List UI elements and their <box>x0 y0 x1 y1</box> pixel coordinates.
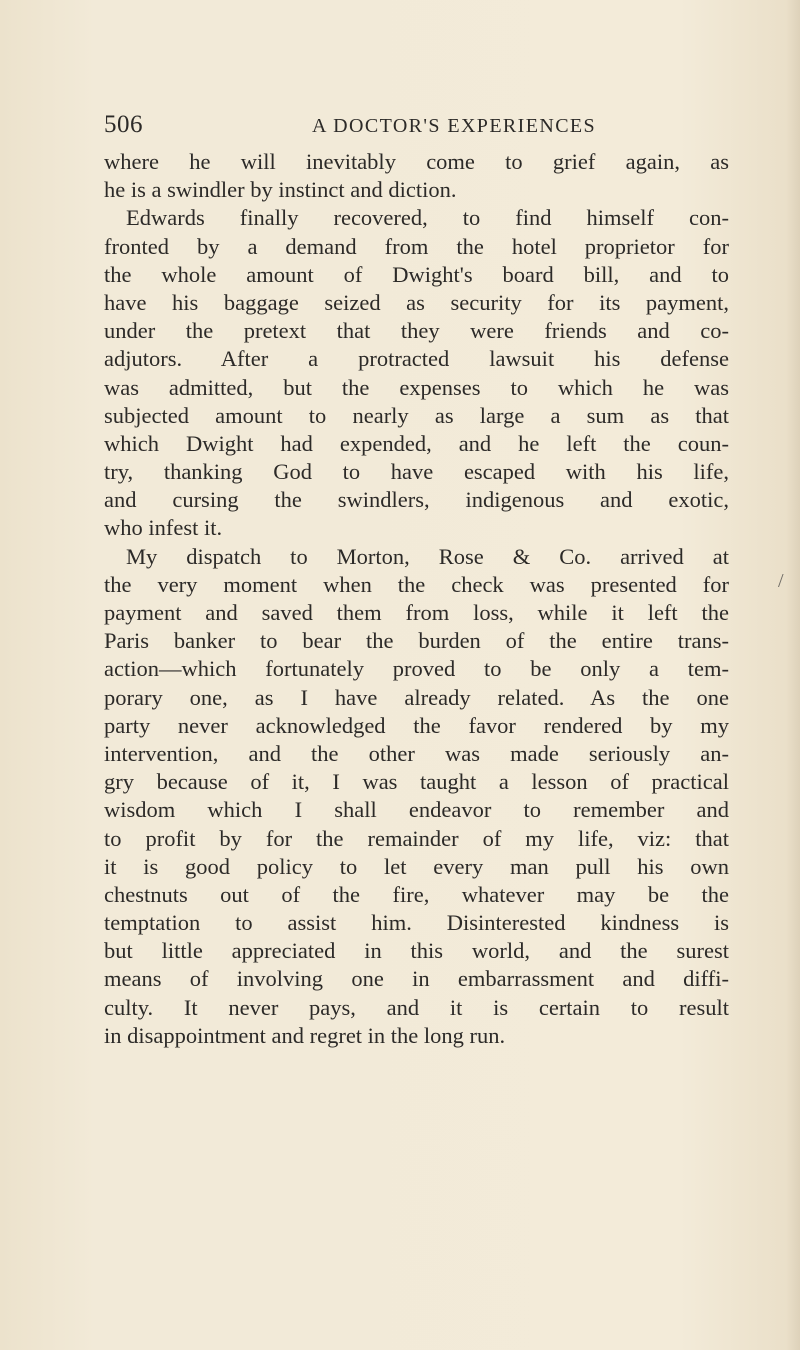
text-line: payment and saved them from loss, while it left the <box>104 600 729 625</box>
text-line: My dispatch to Morton, Rose & Co. arrived at <box>126 543 729 569</box>
margin-mark: / <box>778 570 784 592</box>
text-line: under the pretext that they were friends and co- <box>104 318 729 344</box>
text-line: the very moment when the check was presented for <box>104 571 729 597</box>
text-line: culty. It never pays, and it is certain to result <box>104 994 729 1020</box>
running-head: A DOCTOR'S EXPERIENCES <box>312 115 597 137</box>
text-line: but little appreciated in this world, and the surest <box>104 938 729 964</box>
text-line: who infest it. <box>104 515 223 541</box>
text-line: Paris banker to bear the burden of the entire trans- <box>104 628 729 654</box>
text-line: and cursing the swindlers, indigenous and exotic, <box>104 487 729 513</box>
text-line: subjected amount to nearly as large a sum as that <box>104 402 729 428</box>
text-line: means of involving one in embarrassment and diffi- <box>104 966 729 992</box>
text-line: gry because of it, I was taught a lesson of practical <box>104 769 729 795</box>
text-line: action—which fortunately proved to be only a tem- <box>104 656 729 682</box>
text-line: it is good policy to let every man pull his own <box>104 853 729 879</box>
text-line: in disappointment and regret in the long run. <box>104 1022 506 1048</box>
text-line: have his baggage seized as security for its payment, <box>104 289 729 315</box>
page-header <box>104 111 734 151</box>
text-line: try, thanking God to have escaped with his life, <box>104 459 729 485</box>
text-line: chestnuts out of the fire, whatever may be the <box>104 881 729 907</box>
text-line: where he will inevitably come to grief again, as <box>104 149 729 174</box>
body-text <box>104 148 729 1050</box>
text-line: porary one, as I have already related. As the one <box>104 684 729 710</box>
page-number: 506 <box>104 111 143 138</box>
text-line: intervention, and the other was made seriously an- <box>104 740 729 766</box>
text-line: he is a swindler by instinct and diction. <box>104 177 457 203</box>
text-line: the whole amount of Dwight's board bill, and to <box>104 261 729 287</box>
text-line: which Dwight had expended, and he left the coun- <box>104 430 729 456</box>
page-edge-shadow <box>786 0 800 1350</box>
text-line: temptation to assist him. Disinterested kindness is <box>104 910 729 936</box>
text-line: to profit by for the remainder of my life, viz: that <box>104 825 729 851</box>
text-line: party never acknowledged the favor rendered by my <box>104 712 729 738</box>
text-line: fronted by a demand from the hotel proprietor for <box>104 233 729 259</box>
text-line: was admitted, but the expenses to which he was <box>104 374 729 400</box>
text-line: wisdom which I shall endeavor to remember and <box>104 797 729 823</box>
text-line: adjutors. After a protracted lawsuit his defense <box>104 346 729 372</box>
text-line: Edwards finally recovered, to find himself con- <box>126 205 729 231</box>
